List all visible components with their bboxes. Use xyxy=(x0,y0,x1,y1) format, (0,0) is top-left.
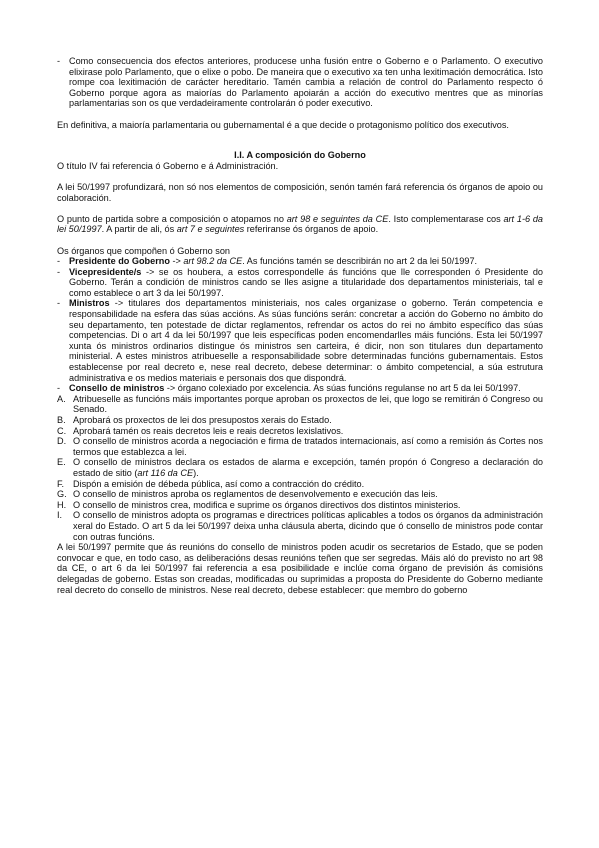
ministros-text: Ministros -> titulares dos departamentos ministeriais, nos cales organizase o goberno. Terán competencia e responsabilidade na esfera das súas accións. As súas funcións serán: concretar a acción do Goberno no ámbito do seu departamento, ten potestade de dictar reglamentos, refrendar os actos do rei no ámbito específico das súas competencias. Di o art 4 da lei 50/1997 que leis específicas poden encomendarlles máis funcións. Esta lei 50/1997 xunta ós ministros ordinarios distingue ós ministros sen carteira, é dicir, non son titulares dun departamento ministerial. A estes ministros atribueselle a responsabilidade sobre determinadas funcións gubernamentais. Estos establecense por real decreto e, nese real decreto, debese determinar: o ámbito competencial, a súa estrutura administrativa e os medios materiais e personais dos que dispondrá. xyxy=(69,298,543,383)
alpha-item-e xyxy=(57,457,543,478)
alpha-item-a xyxy=(57,394,543,415)
titulo-paragraph: O título IV fai referencia ó Goberno e á Administración. xyxy=(57,160,279,171)
alpha-marker: A. xyxy=(57,393,66,404)
organos-intro: Os órganos que compoñen ó Goberno son xyxy=(57,245,230,256)
alpha-text: O consello de ministros aproba os reglamentos de desenvolvemento e execución das leis. xyxy=(73,489,438,500)
section-heading: I.I. A composición do Goberno xyxy=(234,150,366,161)
dash-marker: - xyxy=(57,266,61,277)
list-item-consello xyxy=(57,383,543,394)
vicepresidente-text: Vicepresidente/s -> se os houbera, a estos correspondelle ás funcións que lle corresponden ó Presidente do Goberno. Terán a condición de ministros cando se lles asigne a titularidade dos departamentos ministeriais, tal e como establece o art 3 da lei 50/1997. xyxy=(69,266,543,298)
alpha-item-i xyxy=(57,510,543,542)
alpha-marker: B. xyxy=(57,415,66,425)
spacer xyxy=(57,235,543,246)
alpha-text: Aprobará tamén os reais decretos leis e reais decretos lexislativos. xyxy=(73,425,344,436)
lei-paragraph: A lei 50/1997 profundizará, non só nos elementos de composición, senón tamén fará referencia ós órganos de apoio ou colaboración. xyxy=(57,181,543,203)
alpha-marker: E. xyxy=(57,457,66,468)
spacer xyxy=(57,109,543,120)
document-page xyxy=(57,56,543,595)
consello-text: Consello de ministros -> órgano colexiado por excelencia. As súas funcións regulanse no art 5 da lei 50/1997. xyxy=(69,383,521,394)
alpha-marker: C. xyxy=(57,425,67,436)
list-item-presidente xyxy=(57,256,543,267)
final-paragraph: A lei 50/1997 permite que ás reunións do consello de ministros poden acudir os secretarios de Estado, que se poden convocar e que, en todo caso, as deliberacións desas reunións teñen que ser segredas. Máis aló do previsto no art 98 da CE, o art 6 da lei 50/1997 fai referencia a esa posibilidade e inclúe coma órgano de previsión ás comisións delegadas de goberno. Estas son creadas, modificadas ou suprimidas a proposta do Presidente do Goberno mediante real decreto do consello de ministros. Nese real decreto, debese establecer: que membro do goberno xyxy=(57,542,543,595)
alpha-item-g xyxy=(57,489,543,500)
dash-marker: - xyxy=(57,383,61,394)
alpha-text: Aprobará os proxectos de lei dos presupostos xerais do Estado. xyxy=(73,415,332,425)
alpha-item-d xyxy=(57,436,543,457)
alpha-marker: H. xyxy=(57,499,67,510)
alpha-item-f xyxy=(57,479,543,490)
alpha-marker: F. xyxy=(57,478,65,489)
alpha-item-h xyxy=(57,500,543,511)
dash-marker: - xyxy=(57,256,61,267)
alpha-item-b xyxy=(57,415,543,426)
alpha-marker: I. xyxy=(57,510,63,521)
list-item-vicepresidente xyxy=(57,267,543,299)
alpha-text: Atribueselle as funcións máis importantes porque aproban os proxectos de lei, que logo se remitirán ó Congreso ou Senado. xyxy=(73,393,543,415)
spacer xyxy=(57,203,543,214)
alpha-item-c xyxy=(57,426,543,437)
dash-marker: - xyxy=(57,298,61,309)
alpha-marker: D. xyxy=(57,436,67,447)
spacer xyxy=(57,171,543,182)
alpha-text: O consello de ministros crea, modifica e suprime os órganos directivos dos distintos ministerios. xyxy=(73,499,461,510)
alpha-text: O consello de ministros adopta os programas e directrices políticas aplicables a todos os órganos da administración xeral do Estado. O art 5 da lei 50/1997 deixa unha cláusula aberta, dicindo que ó consello de ministros pode contar con outras funcións. xyxy=(73,510,543,542)
alpha-text: O consello de ministros declara os estados de alarma e excepción, tamén propón ó Congreso a declaración do estado de sitio (art 116 da CE). xyxy=(73,457,543,478)
presidente-text: Presidente do Goberno -> art 98.2 da CE. As funcións tamén se describirán no art 2 da lei 50/1997. xyxy=(69,256,478,267)
alpha-text: O consello de ministros acorda a negociación e firma de tratados internacionais, así como a remisión ás Cortes nos termos que establezca a lei. xyxy=(73,436,543,457)
alpha-marker: G. xyxy=(57,489,67,500)
intro-dash-item xyxy=(57,56,543,109)
conclusion-paragraph: En definitiva, a maioría parlamentaria ou gubernamental é a que decide o protagonismo político dos executivos. xyxy=(57,119,509,130)
dash-marker: - xyxy=(57,56,61,66)
intro-dash-text: Como consecuencia dos efectos anteriores, producese unha fusión entre o Goberno e o Parlamento. O executivo elixirase polo Parlamento, que o elixe o pobo. De maneira que o executivo xa ten unha lexitimación democrática. Isto rompe coa lexitimación de carácter hereditario. Tamén cambia a relación de control do Parlamento respecto ó Goberno porque agora as maiorías do Parlamento apoiarán a acción do executivo mentres que as minorías parlamentarias son os que verdadeiramente controlarán ó poder executivo. xyxy=(69,56,543,109)
list-item-ministros xyxy=(57,298,543,383)
alpha-text: Dispón a emisión de débeda pública, así como a contracción do crédito. xyxy=(73,478,365,489)
punto-paragraph: O punto de partida sobre a composición o atopamos no art 98 e seguintes da CE. Isto complementarase cos art 1-6 da lei 50/1997. A partir de ali, ós art 7 e seguintes referiranse ós órganos de apoio. xyxy=(57,213,543,235)
